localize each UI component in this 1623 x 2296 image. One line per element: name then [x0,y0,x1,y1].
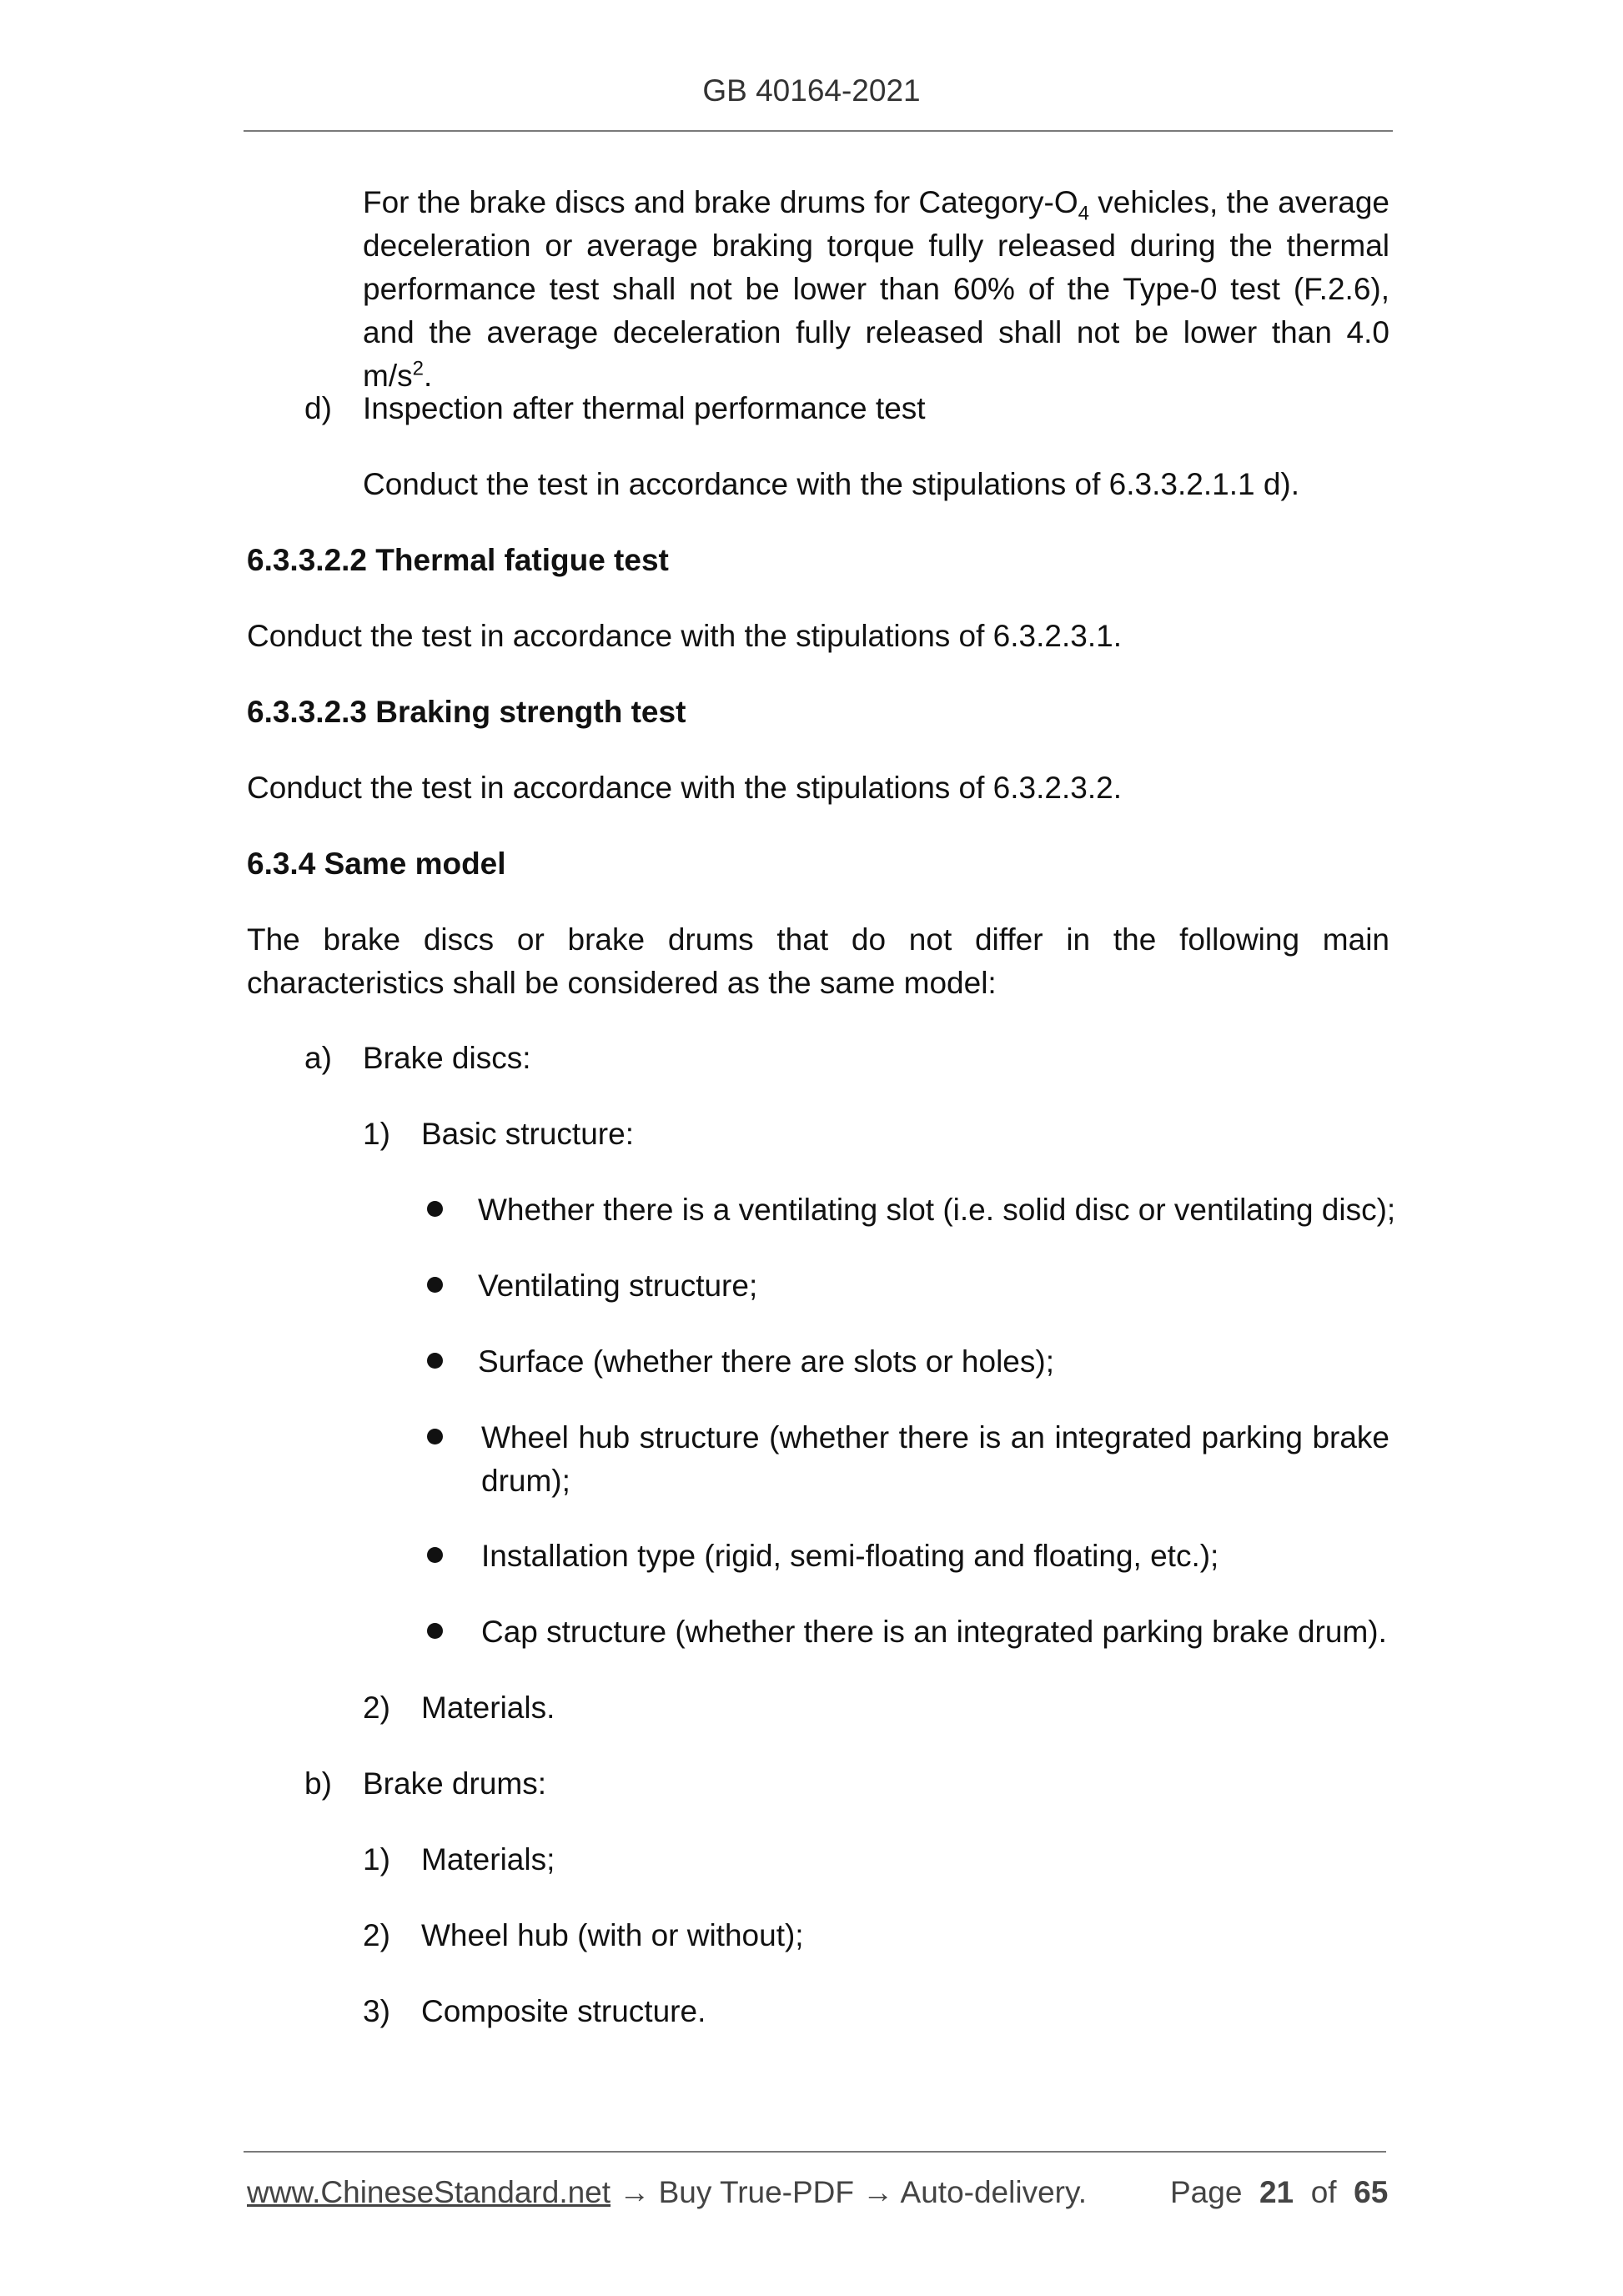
list-marker-b2: 2) [363,1918,390,1952]
list-marker-b: b) [304,1766,332,1801]
footer-delivery-text: Auto-delivery. [900,2175,1088,2209]
list-item-a1-text: Basic structure: [421,1117,634,1151]
heading-6-3-3-2-3: 6.3.3.2.3 Braking strength test [247,695,686,729]
bullet-dot-5 [427,1547,443,1563]
bullet-dot-1 [427,1201,443,1217]
list-marker-b1: 1) [363,1842,390,1876]
list-marker-b3: 3) [363,1994,390,2028]
bullet-item-3: Surface (whether there are slots or holes); [478,1344,1054,1379]
list-item-d-text: Inspection after thermal performance test [363,391,926,425]
list-item-a-text: Brake discs: [363,1041,531,1075]
paragraph-6-3-3-2-3: Conduct the test in accordance with the stipulations of 6.3.2.3.2. [247,771,1122,805]
list-marker-d: d) [304,391,332,425]
paragraph-6-3-3-2-2: Conduct the test in accordance with the stipulations of 6.3.2.3.1. [247,619,1122,653]
footer-left [247,2175,1087,2210]
p1-superscript: 2 [412,357,424,380]
paragraph-6-3-4: The brake discs or brake drums that do not differ in the following main characteristics shall be considered as the same model: [247,922,1389,1000]
header-rule [244,130,1393,132]
header-title: GB 40164-2021 [702,73,921,108]
list-item-b1-text: Materials; [421,1842,555,1876]
bullet-dot-6 [427,1623,443,1639]
footer-buy-text: Buy True-PDF [658,2175,855,2209]
p1-text-after: . [423,359,433,393]
footer-page-indicator [1170,2175,1388,2210]
bullet-item-4: Wheel hub structure (whether there is an integrated parking brake drum); [481,1420,1389,1498]
list-item-d-body: Conduct the test in accordance with the stipulations of 6.3.3.2.1.1 d). [363,467,1300,501]
bullet-dot-4 [427,1429,443,1444]
bullet-item-5: Installation type (rigid, semi-floating and floating, etc.); [481,1539,1219,1573]
bullet-item-1: Whether there is a ventilating slot (i.e. solid disc or ventilating disc); [478,1193,1396,1227]
heading-6-3-4: 6.3.4 Same model [247,847,506,881]
footer-page-word: Page [1170,2175,1243,2209]
arrow-right-icon: → [862,2175,894,2209]
footer-page-total: 65 [1354,2175,1389,2209]
list-item-b-text: Brake drums: [363,1766,547,1801]
footer-page-number: 21 [1259,2175,1294,2209]
p1-text-before: For the brake discs and brake drums for Category-O [363,185,1078,219]
footer-of-word: of [1310,2175,1337,2209]
bullet-dot-2 [427,1277,443,1293]
list-marker-a1: 1) [363,1117,390,1151]
list-marker-a2: 2) [363,1691,390,1725]
bullet-dot-3 [427,1353,443,1369]
footer-site-link[interactable]: www.ChineseStandard.net [247,2175,611,2209]
paragraph-category-o4 [363,181,1389,398]
footer-rule [244,2151,1386,2153]
p1-subscript: 4 [1078,202,1090,225]
heading-6-3-3-2-2: 6.3.3.2.2 Thermal fatigue test [247,543,669,577]
arrow-right-icon: → [619,2175,651,2209]
list-marker-a: a) [304,1041,332,1075]
list-item-a2-text: Materials. [421,1691,555,1725]
bullet-item-6: Cap structure (whether there is an integrated parking brake drum). [481,1615,1387,1649]
list-item-b3-text: Composite structure. [421,1994,706,2028]
p1-text-middle: vehicles, the average deceleration or average braking torque fully released during the thermal performance test shall not be lower than 60% of the Type-0 test (F.2.6), and the average deceleration fully released shall not be lower than 4.0 m/s [363,185,1389,393]
bullet-item-2: Ventilating structure; [478,1269,758,1303]
list-item-b2-text: Wheel hub (with or without); [421,1918,804,1952]
